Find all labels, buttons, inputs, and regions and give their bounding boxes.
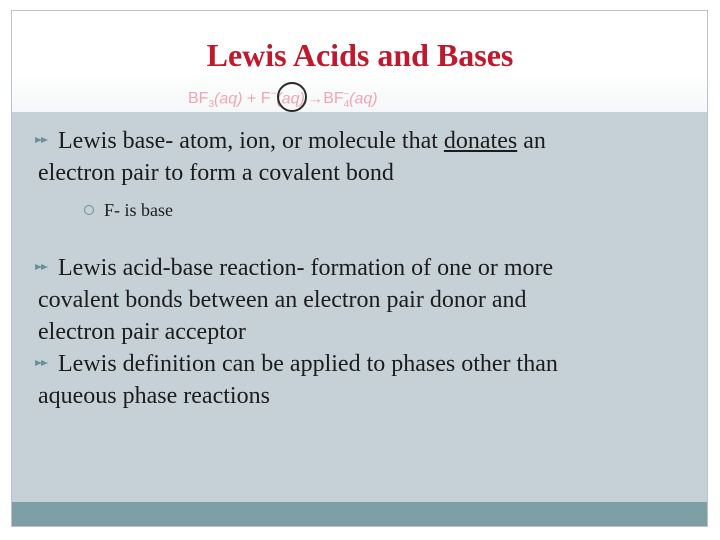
arrow-bullet-icon — [34, 134, 52, 146]
bullet-acid-base-reaction: Lewis acid-base reaction- formation of one or more covalent bonds between an electron pair donor and electron pair acceptor — [38, 252, 688, 348]
reaction-arrow: → — [307, 90, 324, 108]
slide-title: Lewis Acids and Bases — [206, 37, 514, 73]
ring-bullet-icon — [84, 205, 94, 215]
bullet-lewis-base: Lewis base- atom, ion, or molecule that donates an electron pair to form a covalent bond — [38, 125, 688, 189]
reactant-bf3: $BF_3$ — [188, 90, 215, 111]
footer-bar — [12, 502, 707, 526]
state-aq-2: (aq) — [276, 90, 305, 108]
reactant-fluoride: F− — [260, 89, 277, 108]
state-aq-3: (aq) — [349, 90, 378, 108]
state-aq-1: (aq) — [214, 90, 243, 108]
arrow-bullet-icon — [34, 261, 52, 273]
bullet-list — [38, 125, 688, 412]
underlined-donates: donates — [443, 128, 518, 154]
product-bf4: $BF_4^-$ — [323, 89, 350, 111]
highlight-circle — [277, 82, 307, 112]
arrow-bullet-icon — [34, 357, 52, 369]
bullet-lewis-definition: Lewis definition can be applied to phases other than aqueous phase reactions — [38, 348, 688, 412]
sub-bullet-f-base: F- is base — [84, 197, 688, 223]
plus-sign: + — [246, 90, 257, 108]
chemical-equation — [188, 84, 378, 117]
